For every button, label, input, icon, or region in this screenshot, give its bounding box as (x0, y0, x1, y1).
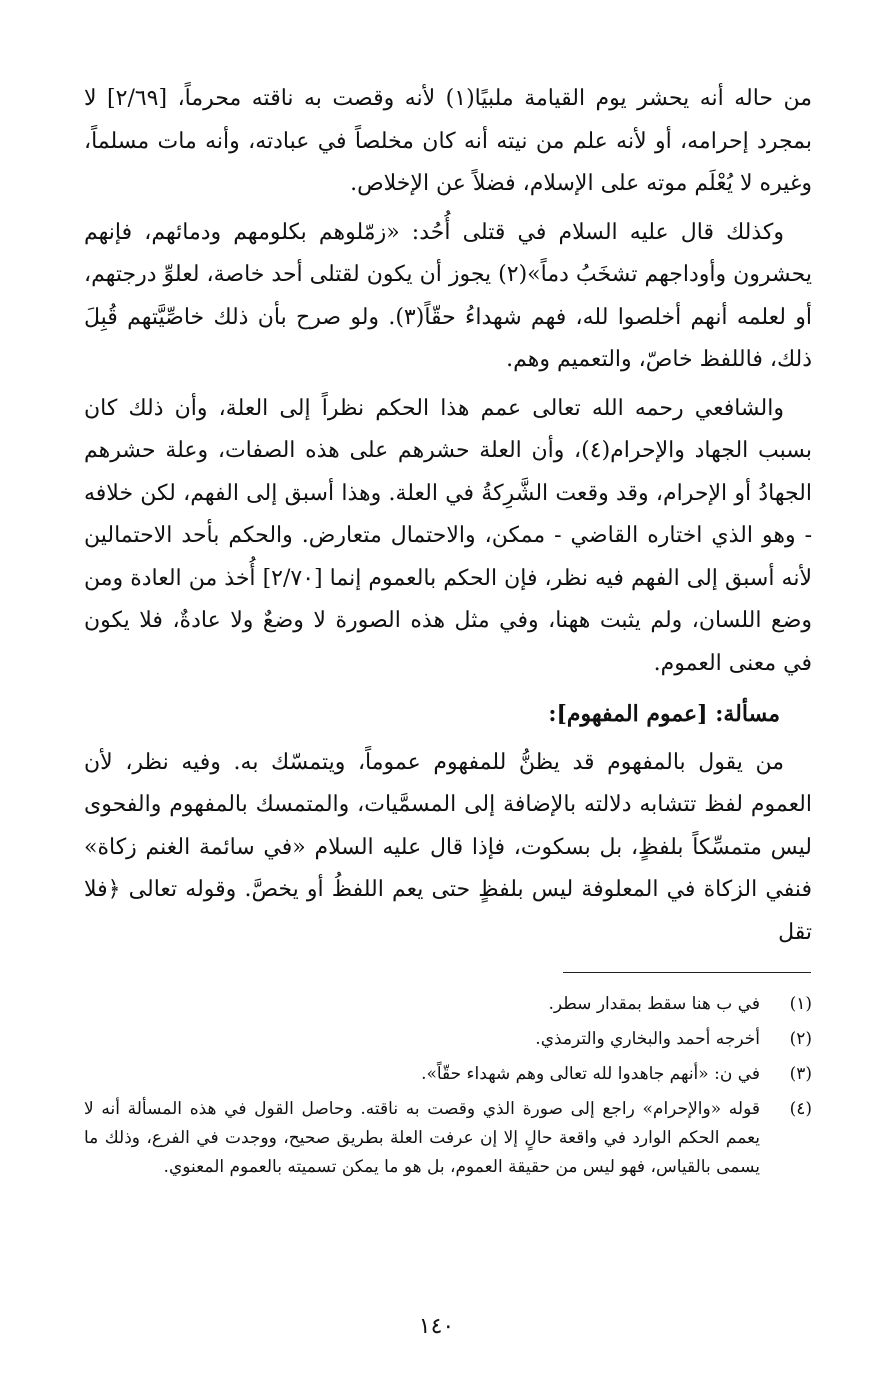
footnote-divider (563, 972, 811, 973)
footnote-text: قوله «والإحرام» راجع إلى صورة الذي وقصت به ناقته. وحاصل القول في هذه المسألة أنه لا يعمم الحكم الوارد في واقعة حالٍ إلا إن عرفت العلة بطريق صحيح، ووجدت في الفرع، وذلك ما يسمى بالقياس، فهو ليس من حقيقة العموم، بل هو ما يمكن تسميته بالعموم المعنوي. (84, 1099, 760, 1177)
footnote-number: (٣) (789, 1064, 812, 1084)
paragraph-2: وكذلك قال عليه السلام في قتلى أُحُد: «زمّلوهم بكلومهم ودمائهم، فإنهم يحشرون وأوداجهم تشخَبُ دماً»(٢) يجوز أن يكون لقتلى أحد خاصة، لعلوِّ درجتهم، أو لعلمه أنهم أخلصوا لله، فهم شهداءُ حقّاً(٣). ولو صرح بأن ذلك خاصِّيَّتهم قُبِلَ ذلك، فاللفظ خاصّ، والتعميم وهم. (84, 219, 812, 372)
footnote-3 (84, 1060, 812, 1089)
footnote-4 (84, 1095, 812, 1182)
footnote-number: (١) (789, 994, 812, 1014)
footnote-2 (84, 1025, 812, 1054)
footnote-text: أخرجه أحمد والبخاري والترمذي. (535, 1029, 760, 1049)
footnote-text: في ن: «أنهم جاهدوا لله تعالى وهم شهداء حقّاً». (421, 1064, 760, 1084)
footnote-text: في ب هنا سقط بمقدار سطر. (548, 994, 760, 1014)
footnote-1 (84, 990, 812, 1019)
main-text (84, 78, 812, 960)
paragraph-1: من حاله أنه يحشر يوم القيامة ملبيًا(١) لأنه وقصت به ناقته محرماً، [٢/٦٩] لا بمجرد إحرامه، أو لأنه علم من نيته أنه كان مخلصاً في عبادته، وأنه مات مسلماً، وغيره لا يُعْلَم موته على الإسلام، فضلاً عن الإخلاص. (84, 86, 813, 196)
section-title: مسألة: [عموم المفهوم]: (548, 701, 780, 727)
footnote-number: (٤) (789, 1099, 812, 1119)
paragraph-3: والشافعي رحمه الله تعالى عمم هذا الحكم نظراً إلى العلة، وأن ذلك كان بسبب الجهاد والإحرام(٤)، وأن العلة حشرهم على هذه الصفات، وعلة حشرهم الجهادُ أو الإحرام، وقد وقعت الشَّرِكةُ في العلة. وهذا أسبق إلى الفهم، لكن خلافه - وهو الذي اختاره القاضي - ممكن، والاحتمال متعارض. والحكم بأحد الاحتمالين لأنه أسبق إلى الفهم فيه نظر، فإن الحكم بالعموم إنما [٢/٧٠] أُخذ من العادة ومن وضع اللسان، ولم يثبت ههنا، وفي مثل هذه الصورة لا وضعٌ ولا عادةٌ، فلا يكون في معنى العموم. (84, 395, 812, 676)
footnotes (84, 990, 812, 1188)
page-number: ١٤٠ (418, 1314, 455, 1339)
section-paragraph: من يقول بالمفهوم قد يظنُّ للمفهوم عموماً، ويتمسّك به. وفيه نظر، لأن العموم لفظ تتشابه دلالته بالإضافة إلى المسمَّيات، والمتمسك بالمفهوم والفحوى ليس متمسِّكاً بلفظٍ، بل بسكوت، فإذا قال عليه السلام «في سائمة الغنم زكاة» فنفي الزكاة في المعلوفة ليس بلفظٍ حتى يعم اللفظُ أو يخصَّ. وقوله تعالى ﴿فلا تقل (84, 749, 812, 945)
footnote-number: (٢) (789, 1029, 812, 1049)
